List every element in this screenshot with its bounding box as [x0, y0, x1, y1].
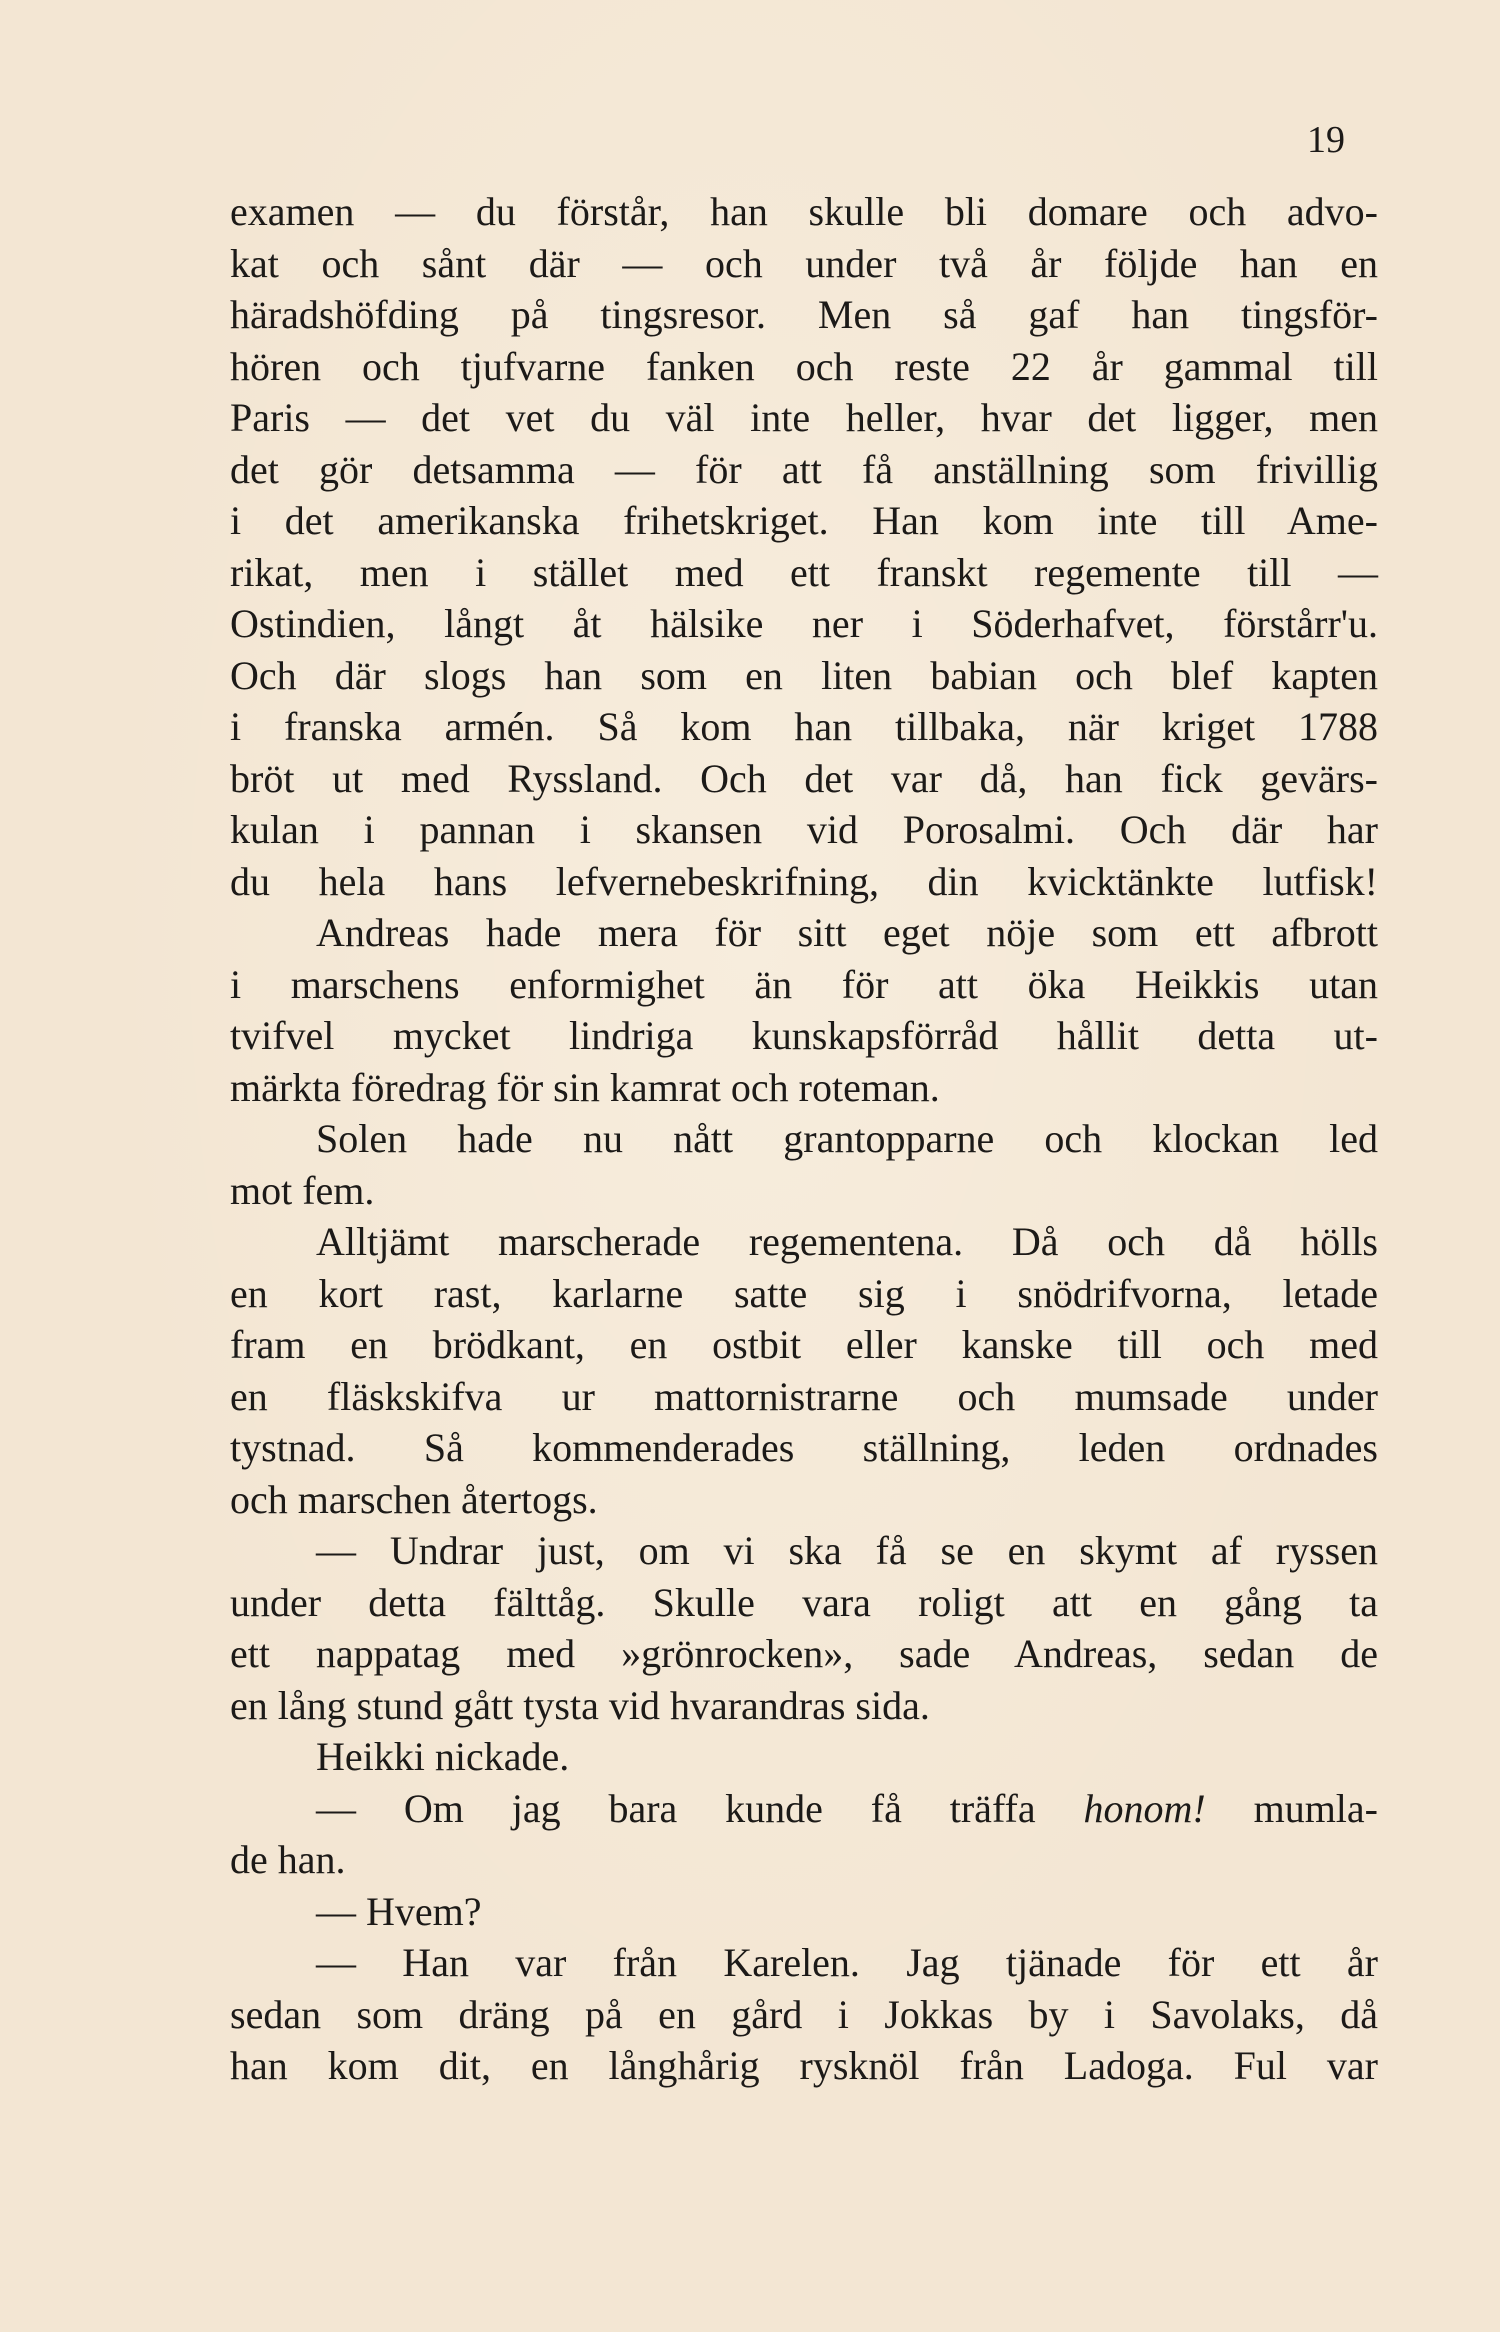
text-line: — Han var från Karelen. Jag tjänade för ett år [316, 1940, 1378, 1985]
text-line: en kort rast, karlarne satte sig i snödrifvorna, letade [230, 1270, 1378, 1316]
text-line: i marschens enformighet än för att öka Heikkis utan [230, 961, 1378, 1007]
text-line: Andreas hade mera för sitt eget nöje som ett afbrott [316, 910, 1378, 955]
text-line: hören och tjufvarne fanken och reste 22 år gammal till [230, 343, 1378, 389]
text-line: tvifvel mycket lindriga kunskapsförråd hållit detta ut- [230, 1013, 1378, 1058]
text-line: examen — du förstår, han skulle bli domare och advo- [230, 189, 1378, 234]
text-segment: mumla- [1205, 1785, 1378, 1831]
text-line: det gör detsamma — för att få anställning som frivillig [230, 446, 1378, 492]
text-line: mot fem. [230, 1167, 375, 1213]
text-line: i franska armén. Så kom han tillbaka, när kriget 1788 [230, 704, 1378, 749]
text-segment-italic: honom! [1083, 1785, 1206, 1831]
text-line: Ostindien, långt åt hälsike ner i Söderhafvet, förstårr'u. [230, 601, 1378, 646]
text-line: ett nappatag med »grönrocken», sade Andreas, sedan de [230, 1631, 1378, 1676]
text-line: sedan som dräng på en gård i Jokkas by i Savolaks, då [230, 1991, 1378, 2037]
text-line: rikat, men i stället med ett franskt regemente till — [230, 549, 1378, 595]
text-line: — Hvem? [316, 1888, 482, 1934]
text-line: en fläskskifva ur mattornistrarne och mumsade under [230, 1373, 1378, 1419]
text-line: häradshöfding på tingsresor. Men så gaf han tingsför- [230, 292, 1378, 337]
text-line: kat och sånt där — och under två år följde han en [230, 240, 1378, 286]
text-line: märkta föredrag för sin kamrat och roteman. [230, 1064, 940, 1110]
text-line: Paris — det vet du väl inte heller, hvar det ligger, men [230, 395, 1378, 440]
page-number: 19 [1307, 119, 1345, 161]
text-line: du hela hans lefvernebeskrifning, din kvicktänkte lutfisk! [230, 858, 1378, 904]
text-line: en lång stund gått tysta vid hvarandras sida. [230, 1682, 930, 1728]
text-line: och marschen återtogs. [230, 1476, 598, 1522]
text-line: de han. [230, 1837, 346, 1882]
text-line: Alltjämt marscherade regementena. Då och då hölls [316, 1219, 1378, 1264]
text-line [230, 1783, 1378, 1835]
text-line: han kom dit, en långhårig rysknöl från Ladoga. Ful var [230, 2043, 1378, 2088]
text-segment: — Om jag bara kunde få träffa [316, 1785, 1084, 1831]
text-line: Solen hade nu nått grantopparne och klockan led [316, 1116, 1378, 1161]
text-line: — Undrar just, om vi ska få se en skymt af ryssen [316, 1528, 1378, 1573]
text-line: tystnad. Så kommenderades ställning, leden ordnades [230, 1425, 1378, 1470]
text-line: Heikki nickade. [316, 1734, 570, 1779]
text-line: under detta fälttåg. Skulle vara roligt att en gång ta [230, 1579, 1378, 1625]
text-line: i det amerikanska frihetskriget. Han kom inte till Ame- [230, 498, 1378, 543]
body-text [230, 186, 1378, 2092]
text-line: fram en brödkant, en ostbit eller kanske till och med [230, 1322, 1378, 1367]
text-line: Och där slogs han som en liten babian och blef kapten [230, 652, 1378, 698]
text-line: kulan i pannan i skansen vid Porosalmi. Och där har [230, 807, 1378, 852]
text-line: bröt ut med Ryssland. Och det var då, han fick gevärs- [230, 755, 1378, 801]
